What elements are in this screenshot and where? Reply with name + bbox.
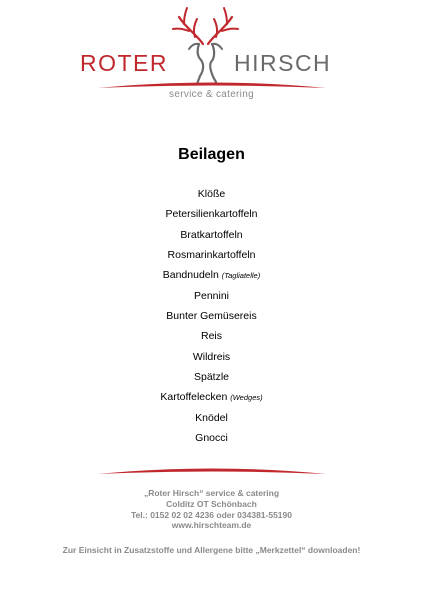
- list-item-name: Gnocci: [195, 432, 228, 445]
- list-item-name: Bratkartoffeln: [180, 228, 243, 241]
- allergen-notice: Zur Einsicht in Zusatzstoffe und Allergene bitte „Merkzettel“ downloaden!: [62, 545, 361, 555]
- footer-contact: [0, 488, 423, 531]
- list-item-name: Knödel: [195, 411, 228, 424]
- list-item: [0, 428, 423, 448]
- list-item: [0, 245, 423, 265]
- list-item: [0, 225, 423, 245]
- list-item-name: Bunter Gemüsereis: [166, 310, 257, 323]
- footer-swoosh-divider: [96, 466, 328, 476]
- logo: [0, 0, 423, 110]
- brand-word-hirsch: HIRSCH: [234, 50, 332, 76]
- list-item-name: Wildreis: [192, 350, 231, 363]
- brand-tagline: service & catering: [169, 89, 254, 100]
- footer-website: www.hirschteam.de: [171, 520, 252, 531]
- list-item: [0, 265, 423, 285]
- list-item: [0, 204, 423, 224]
- list-item: [0, 408, 423, 428]
- list-item: [0, 184, 423, 204]
- footer-company: „Roter Hirsch“ service & catering: [143, 488, 280, 498]
- side-dish-list: [0, 184, 423, 448]
- list-item-name: Bandnudeln: [162, 269, 219, 282]
- list-item: [0, 367, 423, 387]
- list-item-note: (Wedges): [230, 393, 263, 403]
- stag-head-icon: [170, 4, 240, 86]
- page-title: Beilagen: [178, 146, 245, 163]
- footer-phone: Tel.: 0152 02 02 4236 oder 034381-55190: [131, 509, 292, 520]
- list-item-name: Reis: [200, 330, 222, 343]
- list-item-name: Spätzle: [193, 371, 230, 384]
- list-item: [0, 306, 423, 326]
- list-item-note: (Tagliatelle): [221, 271, 261, 281]
- list-item-name: Pennini: [193, 289, 230, 302]
- list-item-name: Klöße: [197, 188, 226, 200]
- list-item: [0, 326, 423, 346]
- list-item-name: Petersilienkartoffeln: [165, 208, 258, 221]
- brand-word-roter: ROTER: [80, 50, 168, 76]
- footer-address: Colditz OT Schönbach: [166, 498, 257, 509]
- list-item: [0, 347, 423, 367]
- list-item: [0, 286, 423, 306]
- list-item: [0, 387, 423, 407]
- list-item-name: Kartoffelecken: [160, 391, 228, 404]
- list-item-name: Rosmarinkartoffeln: [167, 249, 256, 262]
